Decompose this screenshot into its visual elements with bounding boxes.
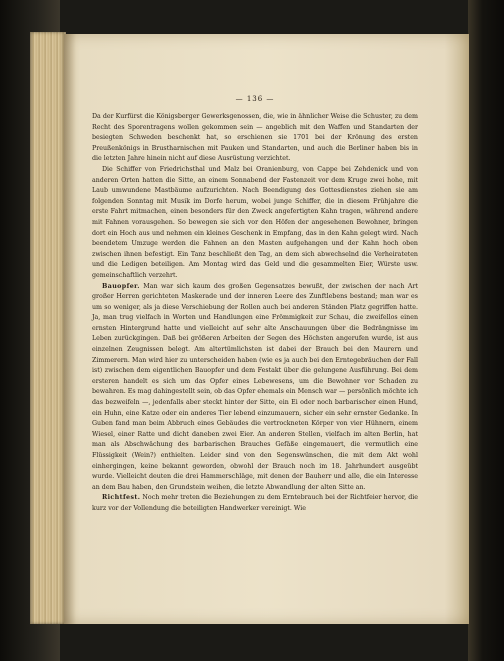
next-page-edge: [468, 0, 504, 661]
paragraph-1: [92, 112, 418, 165]
book-spine: [30, 32, 66, 624]
paragraph-3: [92, 282, 418, 494]
gutter-shadow: [64, 34, 76, 624]
paragraph-1-text: Da der Kurfürst die Königsberger Gewerksgenossen, die, wie in ähnlicher Weise die Schuster, zu dem Recht des Sporentragens wollen gekommen sein — angeblich mit den Waffen und Standarten der besiegten Schweden beschenkt hat, so erschienen sie 1701 bei der Krönung des ersten Preußenkönigs in Brustharnischen mit Pauken und Standarten, und auch die Berliner haben bis in die letzten Jahre hinein nicht auf diese Ausrüstung verzichtet.: [92, 113, 418, 163]
paragraph-2-text: Die Schiffer von Friedrichsthal und Malz bei Oranienburg, von Cappe bei Zehdenick und von anderen Orten hatten die Sitte, an einem Sonnabend der Fastenzeit vor dem Kruge zwei hohe, mit Laub umwundene Mastbäume aufzurichten. Nach Beendigung des Gottesdienstes ziehen sie am folgenden Sonntag mit Musik im Dorfe herum, wobei junge Schiffer, die in diesem Frühjahre die erste Fahrt mitmachen, einen besonders für den Zweck angefertigten Kahn tragen, während andere mit Fahnen vorausgehen. So bewegen sie sich vor den Höfen der angesehenen Bewohner, bringen dort ein Hoch aus und nehmen ein kleines Geschenk in Empfang, das in den Kahn gelegt wird. Nach beendetem Umzuge werden die Fahnen an den Masten aufgehangen und der Kahn hoch oben zwischen ihnen befestigt. Ein Tanz beschließt den Tag, an dem sich abwechselnd die Verheirateten und die Ledigen beteiligen. Am Montag wird das Geld und die gesammelten Eier, Würste usw. gemeinschaftlich verzehrt.: [92, 165, 418, 279]
section-heading-bauopfer: Bauopfer.: [102, 282, 140, 290]
section-heading-richtfest: Richtfest.: [102, 494, 141, 502]
paragraph-4: [92, 493, 418, 514]
page-number: — 136 —: [235, 95, 275, 103]
paragraph-3-text: Man war sich kaum des großen Gegensatzes bewußt, der zwischen der nach Art großer Herren gerichteten Maskerade und der inneren Leere des Zunftlebens bestand; man war es um so weniger, als ja diese Verschiebung der Rollen auch bei anderen Ständen Platz gegriffen hatte. Ja, man trug vielfach in Worten und Handlungen eine Frömmigkeit zur Schau, die zweifellos einen ernsten Hintergrund hatte und vielleicht auf sehr alte Anschauungen über die Bedrängnisse im Leben zurückgingen. Daß bei größeren Arbeiten der Segen des Höchsten angerufen wurde, ist aus einzelnen Zeugnissen belegt. Am altertümlichsten ist dabei der Brauch bei den Maurern und Zimmerern. Man wird hier zu unterscheiden haben (wie es ja auch bei den Erntegebräuchen der Fall ist) zwischen dem eigentlichen Bauopfer und dem Festakt über die gelungene Ausführung. Bei dem ersteren handelt es sich um das Opfer eines Lebewesens, um die Bewohner vor Schaden zu bewahren. Es mag dahingestellt sein, ob das Opfer ehemals ein Mensch war — persönlich möchte ich das bezweifeln —, jedenfalls aber steckt hinter der Sitte, ein Ei oder noch barbarischer einen Hund, ein Huhn, eine Katze oder ein anderes Tier lebend einzumauern, sicher ein sehr ernster Gedanke. In Guben fand man beim Abbruch eines Gebäudes die vertrockneten Körper von vier Hühnern, einem Wiesel, einer Ratte und dicht daneben zwei Eier. An anderen Stellen, vielfach im alten Berlin, hat man als Abschwächung des barbarischen Brauches Gefäße eingemauert, die vermutlich eine Flüssigkeit (Wein?) enthielten. Leider sind von den Segenswünschen, die mit dem Akt wohl einhergingen, keine bekannt geworden, obwohl der Brauch noch im 18. Jahrhundert ausgeübt wurde. Vielleicht deuten die drei Hammerschläge, mit denen der Bauherr und alle, die ein Interesse an dem Bau haben, den Grundstein weihen, die letzte Abwandlung der alten Sitte an.: [92, 282, 418, 491]
paragraph-4-text: Noch mehr treten die Beziehungen zu dem Erntebrauch bei der Richtfeier hervor, die kurz vor der Vollendung die beteiligten Handwerker vereinigt. Wie: [92, 494, 418, 512]
page-body: [92, 112, 418, 515]
paragraph-2: [92, 165, 418, 282]
